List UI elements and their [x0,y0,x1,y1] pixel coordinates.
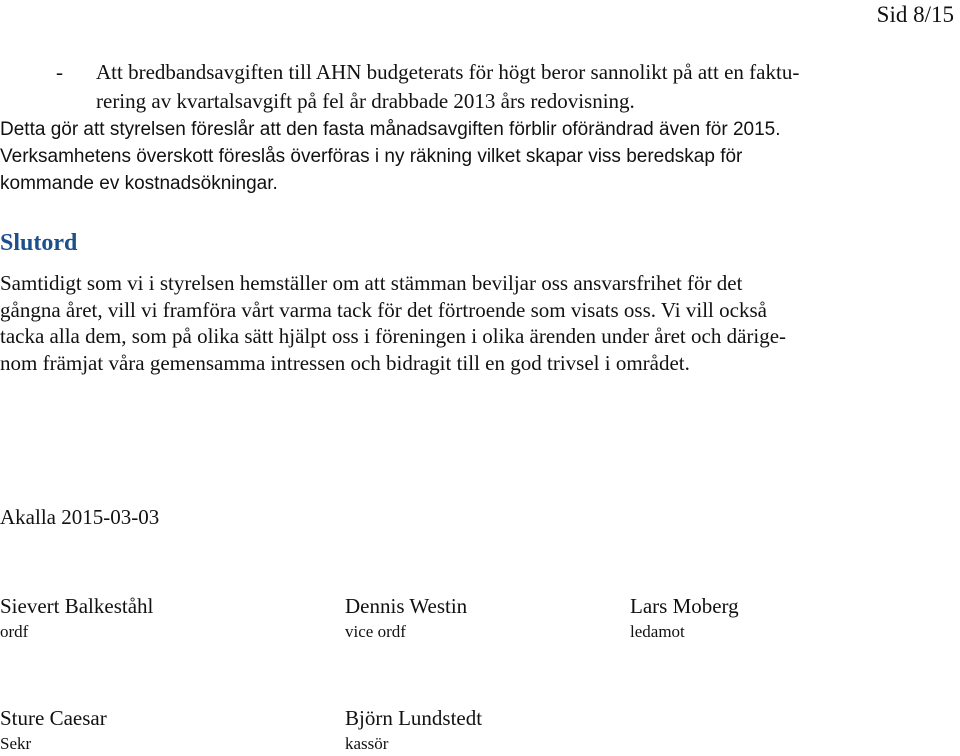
signatory-name: Dennis Westin [345,594,468,618]
closing-line: nom främjat våra gemensamma intressen och bidragit till en god trivsel i området. [0,350,690,375]
signatory-role: Sekr [0,734,32,753]
page-number: Sid 8/15 [876,2,954,27]
signatory-name: Björn Lundstedt [345,706,483,730]
signatory-role: ordf [0,622,29,641]
body-paragraph [0,116,945,197]
signatory-role: ledamot [630,622,685,641]
signatory [0,593,153,644]
bullet-line: rering av kvartalsavgift på fel år drabbade 2013 års redovisning. [96,89,635,113]
signatory [0,705,107,756]
body-line: Detta gör att styrelsen föreslår att den fasta månadsavgiften förblir oförändrad även för 2015. [0,119,781,140]
signatory-name: Sture Caesar [0,706,107,730]
closing-line: Samtidigt som vi i styrelsen hemställer om att stämman beviljar oss ansvarsfrihet för det [0,271,743,295]
closing-paragraph [0,270,958,376]
bullet-item [56,58,956,116]
signatory [345,705,482,756]
section-heading: Slutord [0,230,78,256]
signatory-role: vice ordf [345,622,406,641]
closing-line: tacka alla dem, som på olika sätt hjälpt oss i föreningen i olika ärenden under året och därige- [0,324,787,348]
bullet-text [96,58,956,116]
place-and-date: Akalla 2015-03-03 [0,505,160,529]
body-line: Verksamhetens överskott föreslås överföras i ny räkning vilket skapar viss beredskap för [0,146,743,167]
closing-line: gångna året, vill vi framföra vårt varma tack för det förtroende som visats oss. Vi vill också [0,297,767,322]
bullet-marker: - [56,60,63,84]
signatory [345,593,467,644]
signatory [630,593,739,644]
signatory-role: kassör [345,734,389,753]
signatory-name: Lars Moberg [630,594,739,618]
body-line: kommande ev kostnadsökningar. [0,173,278,194]
bullet-line: Att bredbandsavgiften till AHN budgeterats för högt beror sannolikt på att en faktu- [96,60,800,84]
signatory-name: Sievert Balkeståhl [0,594,154,618]
